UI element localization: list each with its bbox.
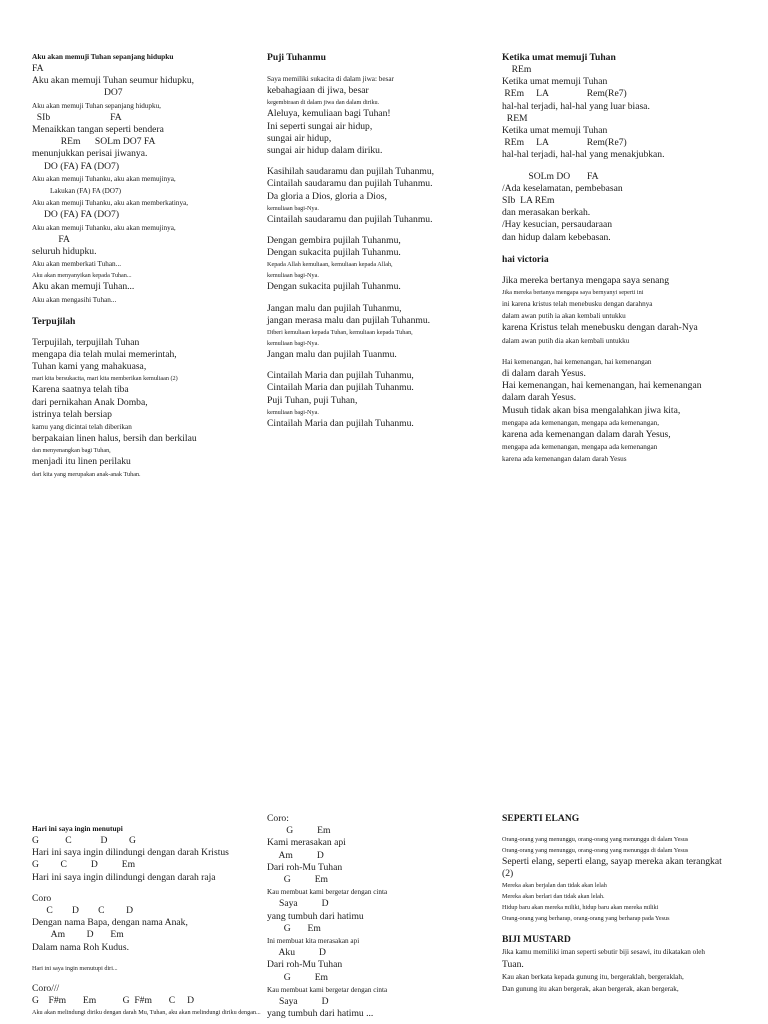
- column-song-ketika-umat: [502, 51, 738, 466]
- lyric-line: REm: [502, 64, 532, 75]
- lyric-line: Cintailah Maria dan pujilah Tuhanmu.: [267, 382, 414, 394]
- lyric-line: Musuh tidak akan bisa mengalahkan jiwa kita,: [502, 404, 681, 416]
- spacer: [502, 266, 738, 275]
- lyric-line: FA: [32, 63, 44, 74]
- spacer: [502, 162, 738, 171]
- lyric-line: Aku akan memuji Tuhanku, aku akan memujinya,: [32, 174, 176, 183]
- song-title: Terpujilah: [32, 315, 76, 327]
- spacer: [267, 64, 485, 73]
- lyric-line: (2): [502, 868, 514, 880]
- lyric-line: Jangan malu dan pujilah Tuhanmu,: [267, 302, 402, 314]
- lyric-line: Aku akan memuji Tuhanku, aku akan memberkatinya,: [32, 199, 189, 208]
- lyric-line: Kepada Allah kemuliaan, kemuliaan kepada Allah,: [267, 261, 393, 269]
- column-song-seperti-elang: [502, 812, 738, 995]
- spacer: [267, 226, 485, 235]
- spacer: [32, 954, 257, 963]
- lyric-line: ini karena kristus telah menebusku dengan darahnya: [502, 300, 653, 309]
- song-title: hai victoria: [502, 253, 549, 265]
- lyric-line: Tuan.: [502, 958, 524, 970]
- lyric-line: Ketika umat memuji Tuhan: [502, 125, 608, 137]
- column-song-aku-akan-memuji: [32, 51, 247, 480]
- lyric-line: Aku akan memuji Tuhan sepanjang hidupku,: [32, 101, 161, 110]
- lyric-line: Coro///: [32, 982, 60, 994]
- spacer: [502, 244, 738, 253]
- lyric-line: Terpujilah, terpujilah Tuhan: [32, 336, 140, 348]
- lyric-line: di dalam darah Yesus.: [502, 368, 586, 380]
- lyric-line: Cintailah saudaramu dan pujilah Tuhanmu.: [267, 178, 433, 190]
- lyric-line: Da gloria a Dios, gloria a Dios,: [267, 190, 387, 202]
- lyric-line: karena Kristus telah menebusku dengan darah-Nya: [502, 322, 698, 334]
- song-title: Puji Tuhanmu: [267, 52, 326, 63]
- lyric-line: Kami merasakan api: [267, 837, 346, 849]
- lyric-line: Cintailah Maria dan pujilah Tuhanmu.: [267, 417, 414, 429]
- lyric-line: G Em: [267, 971, 329, 983]
- lyric-line: G Em: [267, 922, 321, 934]
- lyric-line: Aku akan memberkati Tuhan...: [32, 260, 122, 269]
- lyric-line: Dan gunung itu akan bergerak, akan bergerak, akan bergerak,: [502, 985, 679, 994]
- lyric-line: Aku akan menyanyikan kepada Tuhan...: [32, 272, 132, 280]
- lyric-line: Hari ini saya ingin dilindungi dengan darah raja: [32, 871, 216, 883]
- column-song-coro: [267, 813, 485, 1020]
- lyric-line: Mereka akan berlari dan tidak akan lelah.: [502, 893, 605, 901]
- lyric-line: Coro:: [267, 813, 289, 824]
- song-title: BIJI MUSTARD: [502, 934, 571, 946]
- lyric-line: REm LA Rem(Re7): [502, 88, 627, 100]
- lyric-line: Puji Tuhan, puji Tuhan,: [267, 394, 358, 406]
- lyric-line: Cintailah saudaramu dan pujilah Tuhanmu.: [267, 213, 433, 225]
- lyric-line: kemuliaan bagi-Nya.: [267, 204, 319, 212]
- lyric-line: Tuhan kami yang mahakuasa,: [32, 361, 147, 373]
- lyric-line: kemuliaan bagi-Nya.: [267, 408, 319, 416]
- lyric-line: Lakukan (FA) FA (DO7): [32, 187, 121, 196]
- spacer: [502, 924, 738, 933]
- lyric-line: /Ada keselamatan, pembebasan: [502, 182, 623, 194]
- song-title: Ketika umat memuji Tuhan: [502, 52, 616, 63]
- spacer: [267, 157, 485, 166]
- lyric-line: Dengan nama Bapa, dengan nama Anak,: [32, 917, 188, 929]
- lyric-line: Am D Em: [32, 929, 124, 941]
- lyric-line: /Hay kesucian, persaudaraan: [502, 219, 613, 231]
- lyric-line: mengapa ada kemenangan, mengapa ada kemenangan,: [502, 418, 660, 427]
- lyric-line: Orang-orang yang menunggu, orang-orang yang menunggu di dalam Yesus: [502, 847, 689, 854]
- lyric-line: dan menyenangkan bagi Tuhan,: [32, 447, 111, 455]
- lyric-line: mari kita bersukacita, mari kita memberikan kemuliaan (2): [32, 375, 178, 383]
- lyric-line: SOLm DO FA: [502, 170, 599, 182]
- lyric-line: dalam awan putih ia akan kembali untukku: [502, 312, 626, 321]
- lyric-line: Dengan gembira pujilah Tuhanmu,: [267, 235, 401, 247]
- lyric-line: jangan merasa malu dan pujilah Tuhanmu.: [267, 314, 431, 326]
- lyric-line: Aku D: [267, 947, 326, 959]
- lyric-line: menunjukkan perisai jiwanya.: [32, 148, 148, 160]
- lyric-line: dari pernikahan Anak Domba,: [32, 396, 148, 408]
- lyric-line: dalam awan putih dia akan kembali untukku: [502, 336, 630, 345]
- lyric-line: kegembiraan di dalam jiwa dan dalam diriku.: [267, 99, 380, 107]
- lyric-line: Dengan sukacita pujilah Tuhanmu.: [267, 247, 401, 259]
- spacer: [32, 328, 247, 337]
- lyric-line: REm SOLm DO7 FA: [32, 136, 156, 148]
- lyric-line: Jika mereka bertanya mengapa saya bernyanyi seperti ini: [502, 289, 644, 297]
- lyric-line: Aleluya, kemuliaan bagi Tuhan!: [267, 108, 391, 120]
- lyric-line: yang tumbuh dari hatimu ...: [267, 1008, 374, 1020]
- lyric-line: DO (FA) FA (DO7): [32, 209, 120, 221]
- lyric-line: seluruh hidupku.: [32, 246, 97, 258]
- lyric-line: mengapa ada kemenangan, mengapa ada kemenangan: [502, 443, 658, 452]
- lyric-line: G Em: [267, 825, 331, 837]
- lyric-line: Hari ini saya ingin dilindungi dengan darah Kristus: [32, 847, 229, 859]
- lyric-line: kemuliaan bagi-Nya.: [267, 340, 319, 348]
- lyric-line: Hidup baru akan mereka miliki, hidup baru akan mereka miliki: [502, 904, 659, 912]
- lyric-line: Hari ini saya ingin menutupi diri...: [32, 964, 118, 972]
- lyric-line: hal-hal terjadi, hal-hal yang menakjubkan.: [502, 149, 665, 161]
- lyric-line: kamu yang dicintai telah diberikan: [32, 423, 132, 432]
- lyric-line: menjadi itu linen perilaku: [32, 456, 131, 468]
- lyric-line: Am D: [267, 849, 324, 861]
- lyric-line: karena ada kemenangan dalam darah Yesus: [502, 455, 627, 464]
- song-title: SEPERTI ELANG: [502, 813, 580, 824]
- lyric-line: Ini membuat kita merasakan api: [267, 937, 360, 946]
- lyric-line: dan merasakan berkah.: [502, 207, 591, 219]
- lyric-line: yang tumbuh dari hatimu: [267, 910, 364, 922]
- lyric-line: berpakaian linen halus, bersih dan berkilau: [32, 433, 197, 445]
- lyric-line: hal-hal terjadi, hal-hal yang luar biasa.: [502, 100, 650, 112]
- lyric-line: Aku akan memuji Tuhan seumur hidupku,: [32, 75, 195, 87]
- lyric-line: Karena saatnya telah tiba: [32, 384, 129, 396]
- spacer: [32, 974, 257, 983]
- lyric-line: G Em: [267, 874, 329, 886]
- spacer: [502, 825, 738, 834]
- lyric-line: SIb FA: [32, 111, 122, 123]
- lyric-line: Jika mereka bertanya mengapa saya senang: [502, 274, 670, 286]
- lyric-line: REM: [502, 112, 528, 124]
- lyric-line: dan hidup dalam kebebasan.: [502, 231, 611, 243]
- lyric-line: Kasihilah saudaramu dan pujilah Tuhanmu,: [267, 166, 435, 178]
- lyric-line: Dari roh-Mu Tuhan: [267, 861, 343, 873]
- lyric-line: Kau akan berkata kepada gunung itu, bergeraklah, bergeraklah,: [502, 972, 684, 981]
- lyric-line: DO (FA) FA (DO7): [32, 160, 120, 172]
- lyric-line: SIb LA REm: [502, 195, 555, 207]
- lyric-line: Hai kemenangan, hai kemenangan, hai kemenangan: [502, 357, 652, 366]
- lyric-line: Aku akan mengasihi Tuhan...: [32, 295, 117, 304]
- song-title: Aku akan memuji Tuhan sepanjang hidupku: [32, 52, 174, 61]
- spacer: [32, 306, 247, 315]
- lyric-line: Jika kamu memiliki iman seperti sebutir biji sesawi, itu dikatakan oleh: [502, 948, 706, 957]
- lyric-line: G F#m Em G F#m C D: [32, 995, 195, 1007]
- lyric-line: Hai kemenangan, hai kemenangan, hai kemenangan: [502, 380, 702, 392]
- lyric-line: DO7: [32, 87, 123, 99]
- lyric-line: istrinya telah bersiap: [32, 408, 112, 420]
- song-title: Hari ini saya ingin menutupi: [32, 824, 123, 833]
- column-song-hari-ini: [32, 823, 261, 1018]
- lyric-line: Coro: [32, 892, 52, 904]
- lyric-line: mengapa dia telah mulai memerintah,: [32, 349, 177, 361]
- lyric-line: Saya D: [267, 898, 329, 910]
- lyric-line: Jangan malu dan pujilah Tuanmu.: [267, 349, 397, 361]
- lyric-line: kemuliaan bagi-Nya.: [267, 272, 319, 280]
- spacer: [502, 347, 738, 356]
- lyric-line: Saya D: [267, 996, 329, 1008]
- lyric-line: Diberi kemuliaan kepada Tuhan, kemuliaan kepada Tuhan,: [267, 329, 413, 337]
- spacer: [267, 361, 485, 370]
- lyric-line: sungai air hidup dalam diriku.: [267, 145, 383, 157]
- lyric-line: Orang-orang yang berharap, orang-orang yang berharap pada Yesus: [502, 915, 670, 923]
- lyric-line: Mereka akan berjalan dan tidak akan lelah: [502, 882, 607, 890]
- lyric-line: sungai air hidup,: [267, 132, 332, 144]
- spacer: [32, 884, 257, 893]
- lyric-line: FA: [32, 233, 70, 245]
- lyric-line: Orang-orang yang menunggu, orang-orang yang menunggu di dalam Yesus: [502, 836, 689, 843]
- column-song-puji-tuhanmu: [267, 51, 485, 430]
- lyric-line: karena ada kemenangan dalam darah Yesus,: [502, 429, 671, 441]
- lyric-line: Cintailah Maria dan pujilah Tuhanmu,: [267, 370, 414, 382]
- lyric-line: Dari roh-Mu Tuhan: [267, 959, 343, 971]
- lyric-line: Kau membuat kami bergetar dengan cinta: [267, 985, 388, 994]
- lyric-line: kebahagiaan di jiwa, besar: [267, 85, 369, 97]
- lyric-line: dalam darah Yesus.: [502, 392, 577, 404]
- lyric-line: Ketika umat memuji Tuhan: [502, 76, 608, 88]
- lyric-line: dari kita yang merupakan anak-anak Tuhan.: [32, 470, 141, 478]
- lyric-line: C D C D: [32, 905, 134, 917]
- lyric-line: Dalam nama Roh Kudus.: [32, 941, 129, 953]
- spacer: [267, 294, 485, 303]
- lyric-line: Seperti elang, seperti elang, sayap mereka akan terangkat: [502, 856, 722, 867]
- lyric-line: Aku akan memuji Tuhanku, aku akan memujinya,: [32, 223, 176, 232]
- lyric-line: Saya memiliki sukacita di dalam jiwa: besar: [267, 75, 394, 83]
- lyric-line: Kau membuat kami bergetar dengan cinta: [267, 888, 388, 897]
- lyric-line: G C D G: [32, 835, 136, 846]
- lyric-line: Dengan sukacita pujilah Tuhanmu.: [267, 281, 401, 293]
- lyric-line: G C D Em: [32, 859, 136, 871]
- lyric-line: REm LA Rem(Re7): [502, 137, 627, 149]
- lyric-line: Aku akan memuji Tuhan...: [32, 281, 135, 293]
- lyric-line: Menaikkan tangan seperti bendera: [32, 124, 164, 136]
- lyric-line: Ini seperti sungai air hidup,: [267, 120, 373, 132]
- lyric-line: Aku akan melindungi diriku dengan darah Mu, Tuhan, aku akan melindungi diriku dengan...: [32, 1009, 261, 1017]
